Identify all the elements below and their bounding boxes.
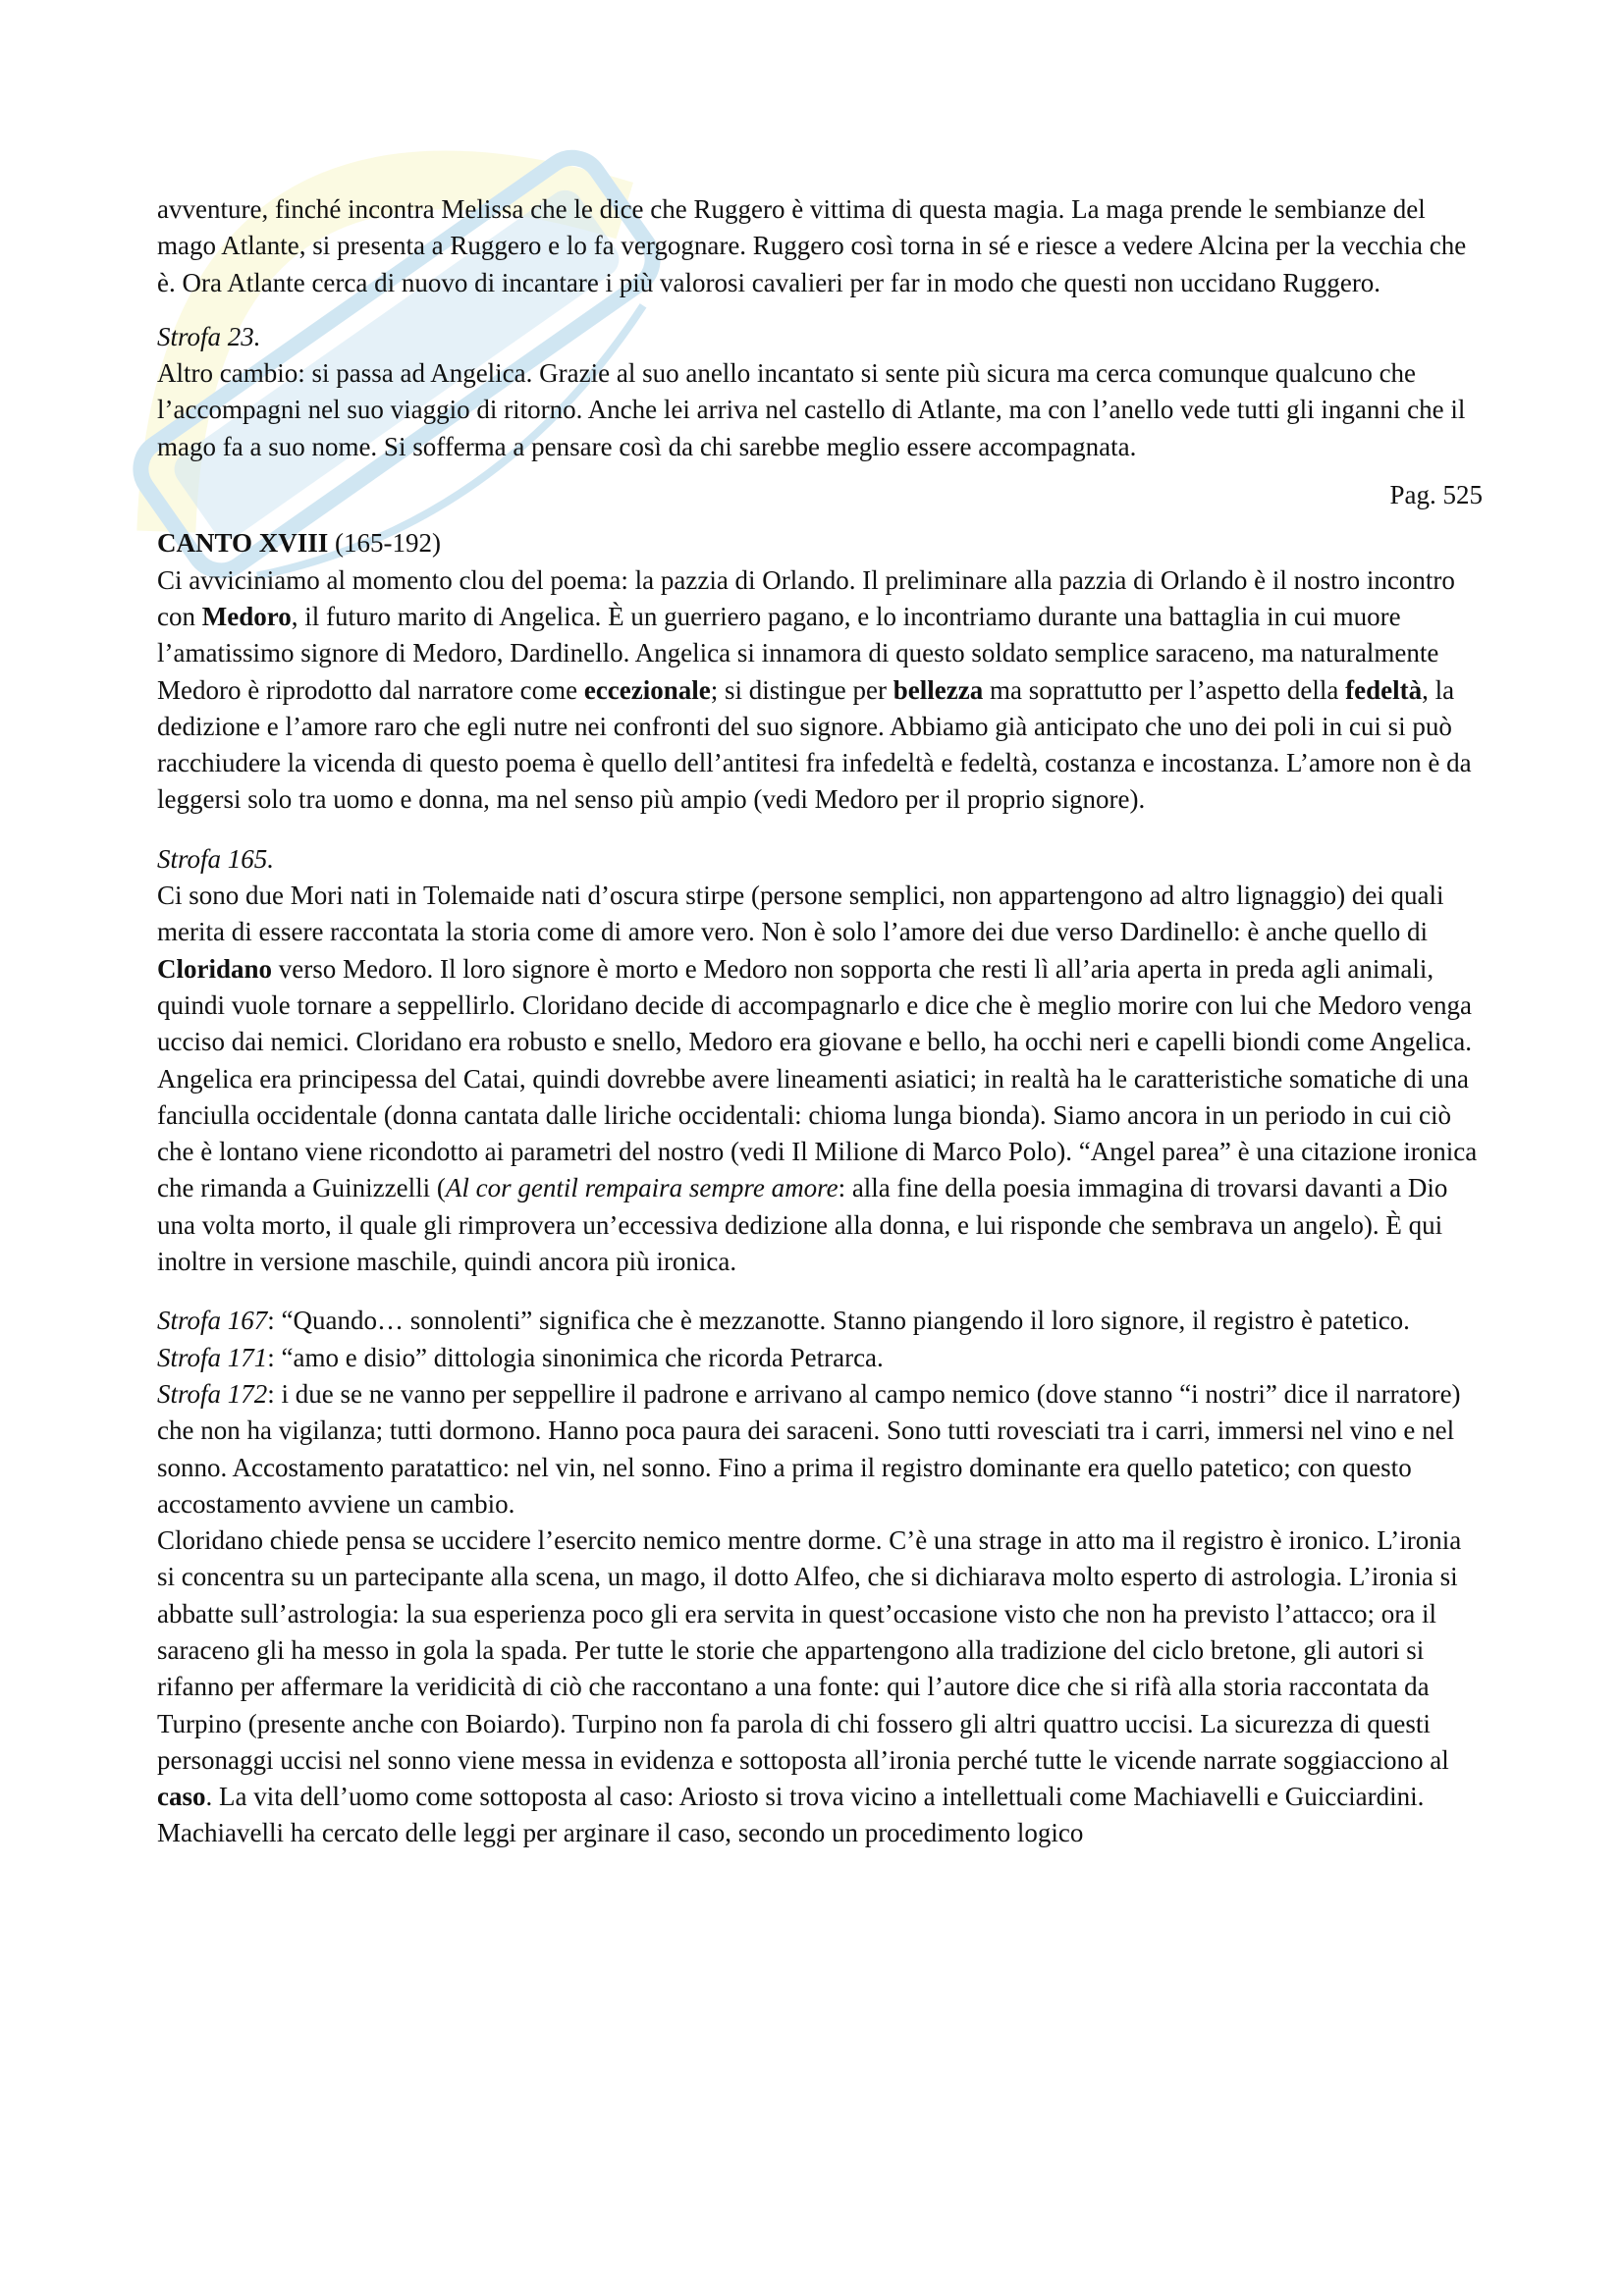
page-number: Pag. 525: [1389, 480, 1483, 510]
canto-heading: [157, 525, 1483, 561]
strofa-171: Strofa 171: “amo e disio” dittologia sinonimica che ricorda Petrarca.: [157, 1342, 884, 1372]
canto-title: CANTO XVIII: [157, 528, 329, 559]
canto-paragraph: Ci avviciniamo al momento clou del poema: la pazzia di Orlando. Il preliminare alla pazzia di Orlando è il nostro incontro con Medoro, il futuro marito di Angelica. È un guerriero pagano, e lo incontriamo durante una battaglia in cui muore l’amatissimo signore di Medoro, Dardinello. Angelica si innamora di questo soldato semplice saraceno, ma naturalmente Medoro è riprodotto dal narratore come eccezionale; si distingue per bellezza ma soprattutto per l’aspetto della fedeltà, la dedizione e l’amore raro che egli nutre nei confronti del suo signore. Abbiamo già anticipato che uno dei poli in cui si può racchiudere la vicenda di questo poema è quello dell’antitesi fra infedeltà e fedeltà, costanza e incostanza. L’amore non è da leggersi solo tra uomo e donna, ma nel senso più ampio (vedi Medoro per il proprio signore).: [157, 564, 1472, 815]
strofa-23-text: Altro cambio: si passa ad Angelica. Grazie al suo anello incantato si sente più sicura ma cerca comunque qualcuno che l’accompagni nel suo viaggio di ritorno. Anche lei arriva nel castello di Atlante, ma con l’anello vede tutti gli inganni che il mago fa a suo nome. Si sofferma a pensare così da chi sarebbe meglio essere accompagnata.: [157, 358, 1466, 461]
final-paragraph: Cloridano chiede pensa se uccidere l’esercito nemico mentre dorme. C’è una strage in atto ma il registro è ironico. L’ironia si concentra su un partecipante alla scena, un mago, il dotto Alfeo, che si dichiarava molto esperto di astrologia. L’ironia si abbatte sull’astrologia: la sua esperienza poco gli era servita in quest’occasione visto che non ha previsto l’attacco; ora il saraceno gli ha messo in gola la spada. Per tutte le storie che appartengono alla tradizione del ciclo bretone, gli autori si rifanno per affermare la veridicità di ciò che raccontano a una fonte: qui l’autore dice che si rifà alla storia raccontata da Turpino (presente anche con Boiardo). Turpino non fa parola di chi fossero gli altri quattro uccisi. La sicurezza di questi personaggi uccisi nel sonno viene messa in evidenza e sottoposta all’ironia perché tutte le vicende narrate soggiacciono al caso. La vita dell’uomo come sottoposta al caso: Ariosto si trova vicino a intellettuali come Machiavelli e Guicciardini. Machiavelli ha cercato delle leggi per arginare il caso, secondo un procedimento logico: [157, 1525, 1462, 1848]
document-page: [157, 191, 1483, 1852]
strofa-165-text: Ci sono due Mori nati in Tolemaide nati d’oscura stirpe (persone semplici, non appartengono ad altro lignaggio) dei quali merita di essere raccontata la storia come di amore vero. Non è solo l’amore dei due verso Dardinello: è anche quello di Cloridano verso Medoro. Il loro signore è morto e Medoro non sopporta che resti lì all’aria aperta in preda agli animali, quindi vuole tornare a seppellirlo. Cloridano decide di accompagnarlo e dice che è meglio morire con lui che Medoro venga ucciso dai nemici. Cloridano era robusto e snello, Medoro era giovane e bello, ha occhi neri e capelli biondi come Angelica. Angelica era principessa del Catai, quindi dovrebbe avere lineamenti asiatici; in realtà ha le caratteristiche somatiche di una fanciulla occidentale (donna cantata dalle liriche occidentali: chioma lunga bionda). Siamo ancora in un periodo in cui ciò che è lontano viene ricondotto ai parametri del nostro (vedi Il Milione di Marco Polo). “Angel parea” è una citazione ironica che rimanda a Guinizzelli (Al cor gentil rempaira sempre amore: alla fine della poesia immagina di trovarsi davanti a Dio una volta morto, il quale gli rimprovera un’eccessiva dedizione alla donna, e lui risponde che sembrava un angelo). È qui inoltre in versione maschile, quindi ancora più ironica.: [157, 881, 1478, 1277]
paragraph-intro: avventure, finché incontra Melissa che le dice che Ruggero è vittima di questa magia. La maga prende le sembianze del mago Atlante, si presenta a Ruggero e lo fa vergognare. Ruggero così torna in sé e riesce a vedere Alcina per la vecchia che è. Ora Atlante cerca di nuovo di incantare i più valorosi cavalieri per far in modo che questi non uccidano Ruggero.: [157, 194, 1467, 297]
strofa-167: Strofa 167: “Quando… sonnolenti” significa che è mezzanotte. Stanno piangendo il loro signore, il registro è patetico.: [157, 1306, 1410, 1336]
strofa-172: Strofa 172: i due se ne vanno per seppellire il padrone e arrivano al campo nemico (dove stanno “i nostri” dice il narratore) che non ha vigilanza; tutti dormono. Hanno poca paura dei saraceni. Sono tutti rovesciati tra i carri, immersi nel vino e nel sonno. Accostamento paratattico: nel vin, nel sonno. Fino a prima il registro dominante era quello patetico; con questo accostamento avviene un cambio.: [157, 1378, 1461, 1519]
canto-range: (165-192): [328, 528, 442, 559]
strofa-165-label: Strofa 165.: [157, 843, 275, 874]
strofa-23-label: Strofa 23.: [157, 321, 261, 351]
